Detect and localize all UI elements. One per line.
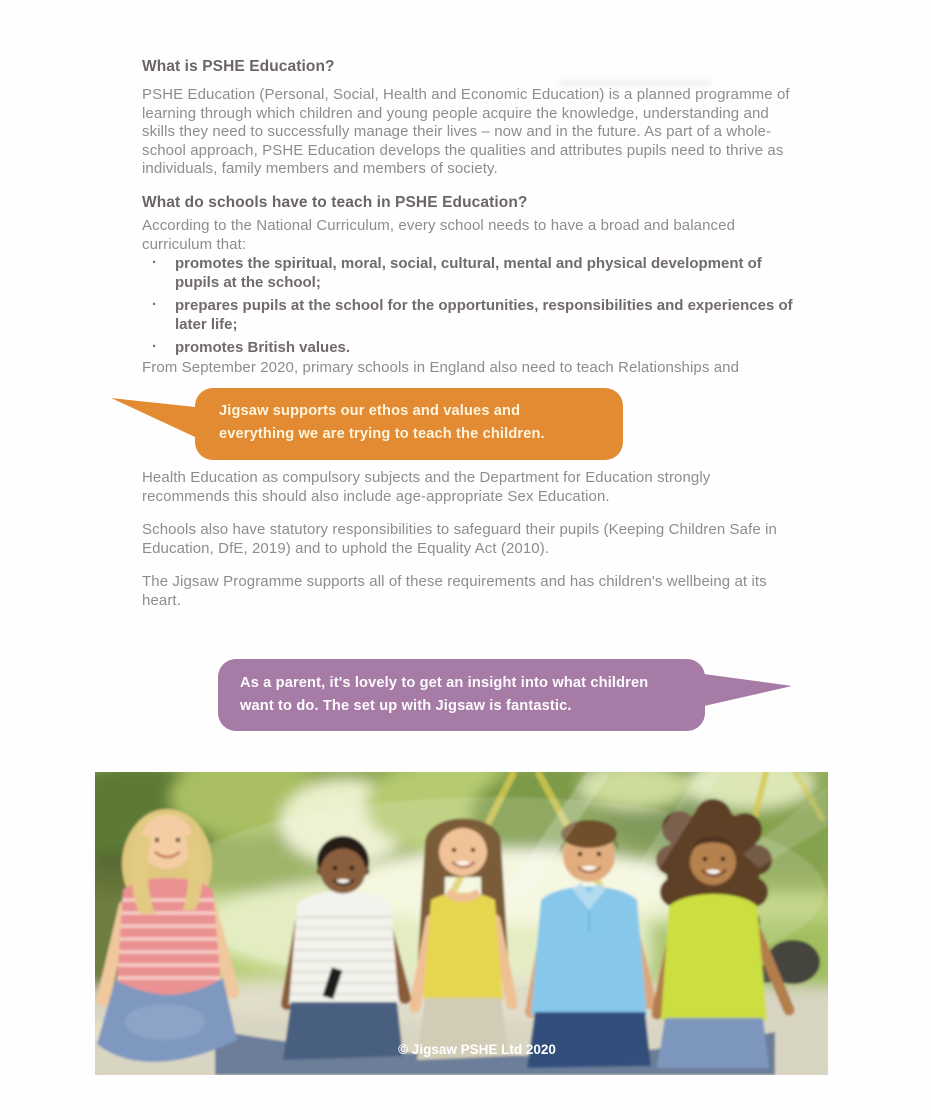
children-park-photo — [95, 772, 828, 1075]
paragraph-wellbeing: The Jigsaw Programme supports all of these requirements and has children's wellbeing at its heart. — [142, 573, 767, 609]
park-scene — [95, 772, 828, 1075]
section2-intro: According to the National Curriculum, every school needs to have a broad and balanced curriculum that: — [142, 217, 736, 253]
quote-bubble-orange — [195, 388, 623, 460]
photo-caption: © Jigsaw PSHE Ltd 2020 — [398, 1042, 556, 1057]
speech-tail-right — [704, 672, 794, 708]
quote-orange-line1: Jigsaw supports our ethos and values and — [219, 403, 521, 419]
quote-purple-line2: want to do. The set up with Jigsaw is fantastic. — [240, 698, 572, 714]
section2-heading: What do schools have to teach in PSHE Education? — [142, 194, 528, 211]
section2-continuation: From September 2020, primary schools in England also need to teach Relationships and — [142, 359, 740, 376]
paragraph-health: Health Education as compulsory subjects and the Department for Education strongly recommends this should also include age-appropriate Sex Education. — [142, 469, 711, 505]
child-figure-girl-yellow — [415, 819, 512, 1061]
bullet-item: · prepares pupils at the school for the opportunities, responsibilities and experiences of later life; — [142, 297, 797, 334]
curriculum-bullet-list — [142, 255, 797, 363]
section1-heading: What is PSHE Education? — [142, 58, 335, 75]
quote-bubble-purple — [218, 659, 705, 731]
quote-purple-line1: As a parent, it's lovely to get an insight into what children — [240, 675, 649, 691]
section1-paragraph: PSHE Education (Personal, Social, Health and Economic Education) is a planned programme of learning through which children and young people acquire the knowledge, understanding and skills they need to successfully manage their lives – now and in the future. As part of a whole-school approach, PSHE Education develops the qualities and attributes pupils need to thrive as individuals, family members and members of society. — [142, 86, 790, 178]
bullet-item: · promotes the spiritual, moral, social, cultural, mental and physical development of pupils at the school; — [142, 255, 797, 292]
bullet-item: · promotes British values. — [142, 339, 797, 358]
speech-tail-left — [111, 397, 196, 439]
paragraph-safeguard: Schools also have statutory responsibilities to safeguard their pupils (Keeping Children Safe in Education, DfE, 2019) and to uphold the Equality Act (2010). — [142, 521, 777, 557]
quote-orange-line2: everything we are trying to teach the children. — [219, 426, 545, 442]
